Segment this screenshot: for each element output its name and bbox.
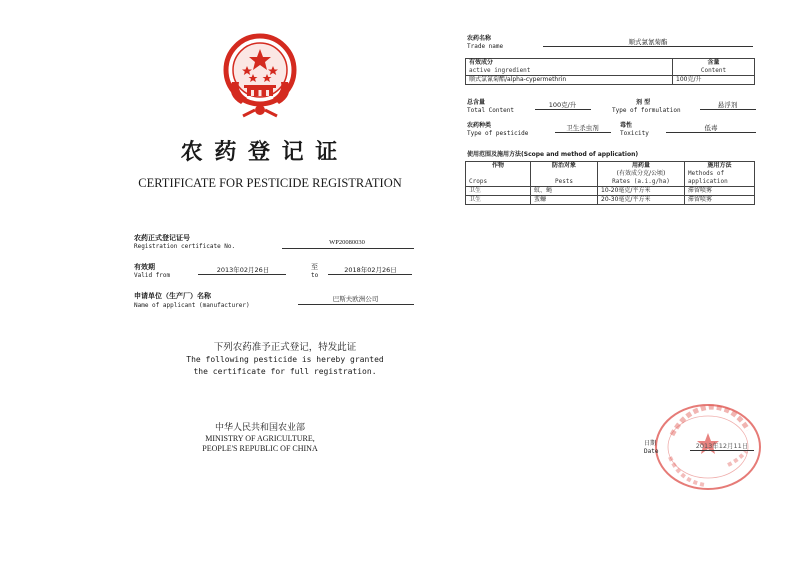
ministry-name-en-1: MINISTRY OF AGRICULTURE, (205, 434, 315, 443)
applicant-label-en: Name of applicant (manufacturer) (134, 302, 250, 309)
valid-to-label-en: to (311, 272, 319, 279)
table-cell: 蚊、蝇 (531, 187, 598, 196)
applicant-underline (298, 304, 414, 305)
scope-header-pests-en: Pests (554, 178, 574, 185)
scope-table (465, 161, 755, 205)
ministry-name-cn: 中华人民共和国农业部 (214, 423, 305, 433)
pesticide-type-label-en: Type of pesticide (467, 130, 529, 137)
trade-name-label-en: Trade name (467, 43, 504, 50)
total-content-label-en: Total Content (467, 107, 514, 114)
reg-no-label-cn: 农药正式登记证号 (134, 234, 190, 242)
scope-header-rates-cn: 用药量 (631, 162, 650, 169)
toxicity-underline (666, 132, 756, 133)
date-underline (690, 450, 754, 451)
certificate-title-cn: 农 药 登 记 证 (180, 140, 340, 165)
spacer (534, 170, 594, 178)
ministry-name-en-2: PEOPLE'S REPUBLIC OF CHINA (202, 444, 318, 453)
reg-no-underline (282, 248, 414, 249)
trade-name-value: 顺式氯氰菊酯 (628, 38, 668, 46)
valid-from-underline (198, 274, 286, 275)
scope-header-pests-cn: 防治对象 (551, 162, 576, 169)
valid-label-cn: 有效期 (134, 263, 155, 271)
scope-header-methods-en2: application (688, 178, 728, 185)
valid-to-value: 2018年02月26日 (344, 266, 397, 274)
toxicity-label-cn: 毒性 (620, 122, 633, 129)
date-label-en: Date (644, 448, 659, 455)
valid-to-underline (328, 274, 412, 275)
ingredient-cell: 顺式氯氰菊酯/alpha-cypermethrin (466, 76, 673, 85)
table-row (466, 187, 755, 196)
toxicity-label-en: Toxicity (620, 130, 649, 137)
pesticide-type-label-cn: 农药种类 (467, 122, 492, 129)
reg-no-value: WP20080030 (329, 239, 365, 246)
scope-header-methods-en: Methods of (688, 170, 725, 177)
total-content-label-cn: 总含量 (467, 99, 486, 106)
table-row (466, 196, 755, 205)
grant-statement-cn: 下列农药准予正式登记，特发此证 (213, 342, 357, 353)
table-cell: 蜚蠊 (531, 196, 598, 205)
trade-name-label-cn: 农药名称 (467, 35, 492, 42)
formulation-value: 悬浮剂 (717, 101, 738, 109)
table-cell: 滞留喷雾 (685, 187, 755, 196)
national-emblem-icon (217, 30, 303, 118)
pesticide-type-value: 卫生杀虫剂 (566, 124, 599, 132)
scope-header-pests (531, 162, 598, 187)
content-header (673, 59, 755, 76)
reg-no-label-en: Registration certificate No. (134, 243, 236, 250)
date-value: 2013年12月11日 (695, 442, 749, 450)
table-cell: 卫生 (466, 196, 531, 205)
certificate-title-en: CERTIFICATE FOR PESTICIDE REGISTRATION (138, 176, 402, 190)
scope-header-methods (685, 162, 755, 187)
scope-header-crops-en: Crops (469, 178, 488, 185)
ingredient-header-en: active ingredient (469, 67, 531, 74)
scope-header-rates-cn2: (有效成分克/公顷) (616, 170, 666, 177)
scope-header-crops (466, 162, 531, 187)
applicant-value: 巴斯夫欧洲公司 (332, 295, 379, 303)
scope-header-rates-en: Rates (a.i.g/ha) (612, 178, 670, 185)
formulation-underline (700, 109, 756, 110)
applicant-label-cn: 申请单位（生产厂）名称 (134, 292, 211, 300)
valid-to-label-cn: 至 (311, 263, 318, 271)
trade-name-underline (543, 46, 753, 47)
scope-header-crops-cn: 作物 (491, 162, 504, 169)
ingredient-header-cn: 有效成分 (469, 59, 494, 66)
content-cell: 100克/升 (673, 76, 755, 85)
scope-header-row (466, 162, 755, 187)
total-content-underline (535, 109, 591, 110)
spacer (469, 170, 527, 178)
scope-header-rates (598, 162, 685, 187)
content-header-cn: 含量 (707, 59, 720, 66)
content-header-en: Content (700, 67, 727, 74)
table-cell: 20-30毫克/平方米 (598, 196, 685, 205)
date-label-cn: 日期 (644, 440, 657, 447)
ingredient-header (466, 59, 673, 76)
table-cell: 卫生 (466, 187, 531, 196)
formulation-label-en: Type of formulation (612, 107, 681, 114)
scope-title: 使用范围及施用方法(Scope and method of application) (467, 151, 639, 158)
ingredient-table (465, 58, 755, 85)
valid-label-en: Valid from (134, 272, 171, 279)
formulation-label-cn: 剂 型 (636, 99, 651, 106)
table-cell: 滞留喷雾 (685, 196, 755, 205)
toxicity-value: 低毒 (704, 124, 718, 132)
valid-from-value: 2013年02月26日 (216, 266, 270, 274)
pesticide-type-underline (555, 132, 611, 133)
scope-header-methods-cn: 施用方法 (707, 162, 732, 169)
table-cell: 10-20毫克/平方米 (598, 187, 685, 196)
grant-statement-en-1: The following pesticide is hereby granted (186, 355, 384, 364)
total-content-value: 100克/升 (548, 101, 577, 109)
grant-statement-en-2: the certificate for full registration. (193, 367, 377, 376)
